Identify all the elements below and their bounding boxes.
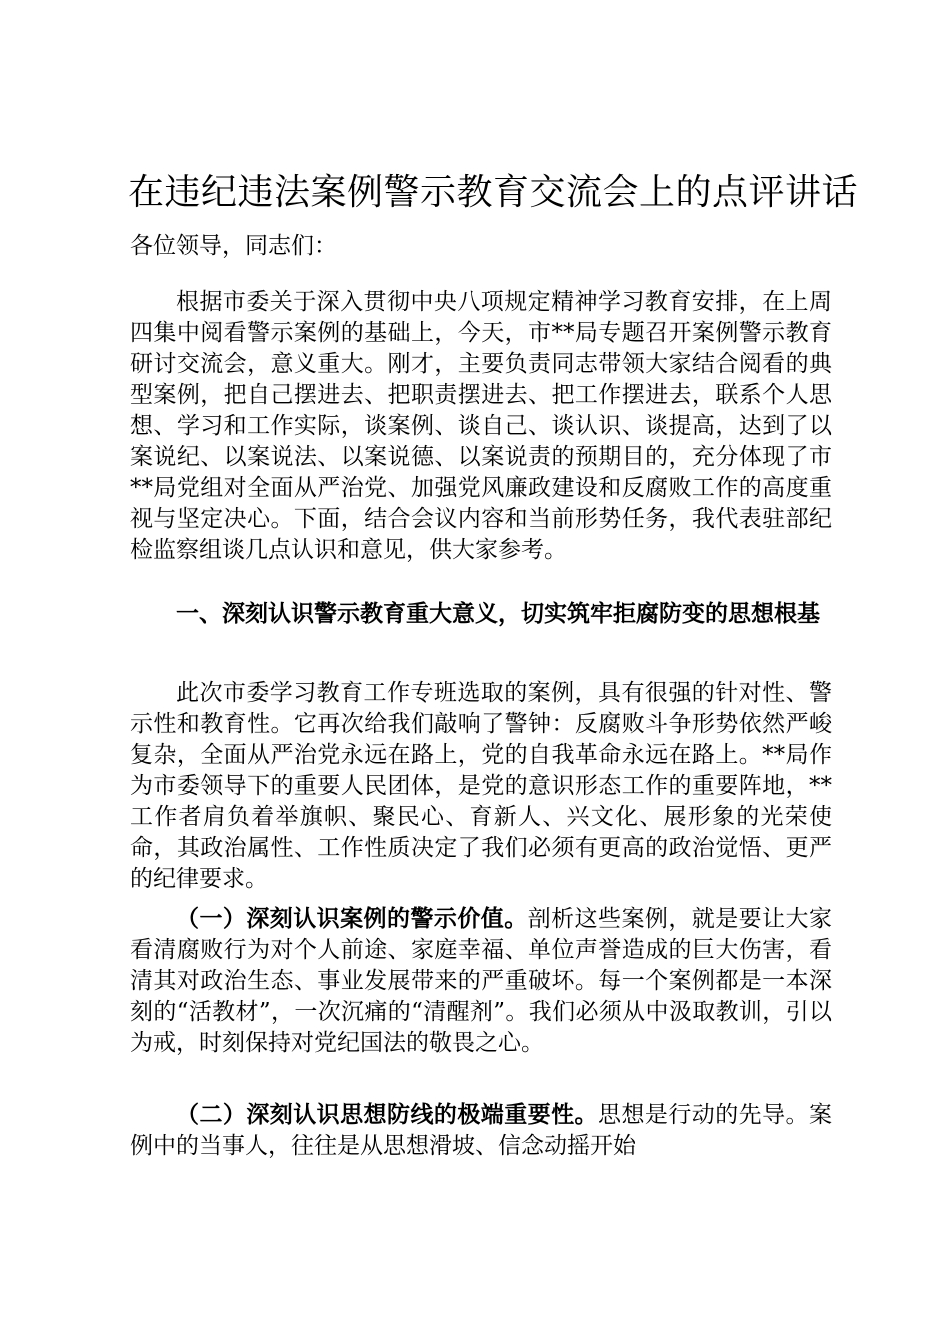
subsection-2-text: 思想是行动的先导。案例中的当事人，往往是从思想滑坡、信念动摇开始 <box>130 1102 833 1159</box>
paragraph-subsection-2 <box>130 1099 832 1162</box>
paragraph-intro: 根据市委关于深入贯彻中央八项规定精神学习教育安排，在上周四集中阅看警示案例的基础上，今天，市**局专题召开案例警示教育研讨交流会，意义重大。刚才，主要负责同志带领大家结合阅看的典型案例，把自己摆进去、把职责摆进去、把工作摆进去，联系个人思想、学习和工作实际，谈案例、谈自己、谈认识、谈提高，达到了以案说纪、以案说法、以案说德、以案说责的预期目的，充分体现了市**局党组对全面从严治党、加强党风廉政建设和反腐败工作的高度重视与坚定决心。下面，结合会议内容和当前形势任务，我代表驻部纪检监察组谈几点认识和意见，供大家参考。 <box>130 289 832 563</box>
section-heading-1: 一、深刻认识警示教育重大意义，切实筑牢拒腐防变的思想根基 <box>176 600 820 627</box>
subsection-1-lead: （一）深刻认识案例的警示价值。 <box>176 905 528 932</box>
subsection-2-lead: （二）深刻认识思想防线的极端重要性。 <box>176 1101 598 1128</box>
salutation: 各位领导，同志们： <box>130 233 337 259</box>
document-title: 在违纪违法案例警示教育交流会上的点评讲话 <box>128 172 859 213</box>
subsection-1-text: 剖析这些案例，就是要让大家看清腐败行为对个人前途、家庭幸福、单位声誉造成的巨大伤害，看清其对政治生态、事业发展带来的严重破坏。每一个案例都是一本深刻的“活教材”，一次沉痛的“清醒剂”。我们必须从中汲取教训，引以为戒，时刻保持对党纪国法的敬畏之心。 <box>130 906 833 1056</box>
paragraph-section-1: 此次市委学习教育工作专班选取的案例，具有很强的针对性、警示性和教育性。它再次给我们敲响了警钟：反腐败斗争形势依然严峻复杂，全面从严治党永远在路上，党的自我革命永远在路上。**局作为市委领导下的重要人民团体，是党的意识形态工作的重要阵地，**工作者肩负着举旗帜、聚民心、育新人、兴文化、展形象的光荣使命，其政治属性、工作性质决定了我们必须有更高的政治觉悟、更严的纪律要求。 <box>130 680 832 892</box>
paragraph-subsection-1 <box>130 903 832 1059</box>
